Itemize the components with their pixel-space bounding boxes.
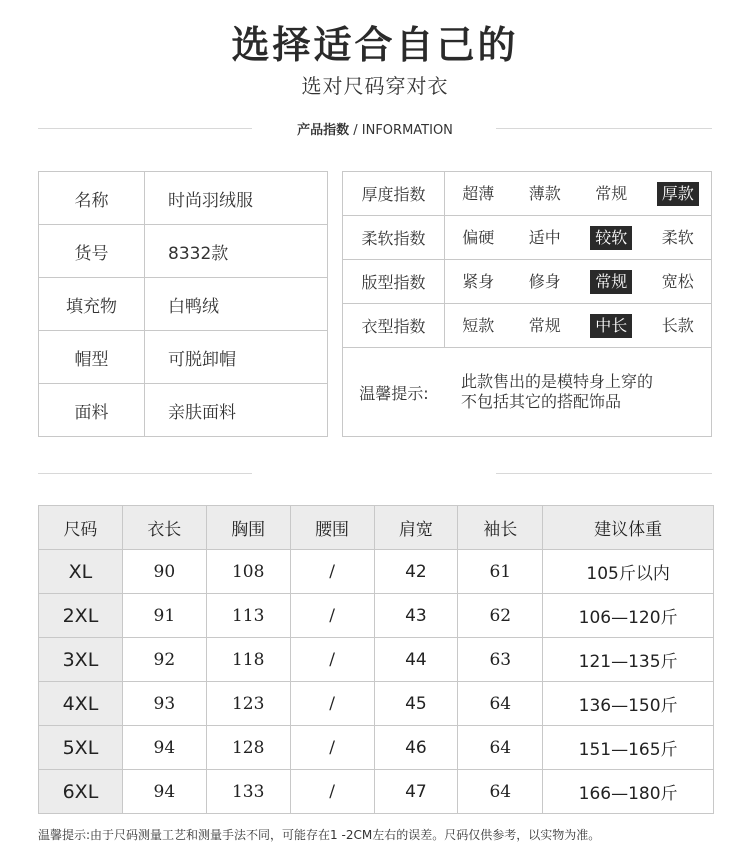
length-cell: 94 xyxy=(122,770,206,814)
weight-cell: 121—135斤 xyxy=(543,638,714,682)
info-row xyxy=(39,172,327,225)
sleeve-cell: 61 xyxy=(458,550,543,594)
info-value: 可脱卸帽 xyxy=(168,349,236,370)
chest-cell: 128 xyxy=(206,726,290,770)
weight-cell: 166—180斤 xyxy=(543,770,714,814)
weight-cell: 106—120斤 xyxy=(543,594,714,638)
chest-cell: 113 xyxy=(206,594,290,638)
chest-cell: 108 xyxy=(206,550,290,594)
index-key: 衣型指数 xyxy=(343,304,445,347)
product-index-table xyxy=(342,171,712,437)
page-title: 选择适合自己的 xyxy=(231,23,519,67)
shoulder-cell: 46 xyxy=(374,726,458,770)
waist-cell: / xyxy=(290,594,374,638)
index-option-selected: 较软 xyxy=(590,226,632,250)
index-key: 柔软指数 xyxy=(343,216,445,259)
column-header: 袖长 xyxy=(458,506,543,550)
info-row xyxy=(39,384,327,436)
index-options xyxy=(445,304,711,347)
section-label-cn: 产品指数 xyxy=(297,123,350,138)
index-option-selected: 厚款 xyxy=(657,182,699,206)
weight-cell: 151—165斤 xyxy=(543,726,714,770)
info-value: 8332款 xyxy=(168,243,229,264)
section-label-en: INFORMATION xyxy=(361,123,453,138)
size-cell: 5XL xyxy=(39,726,123,770)
waist-cell: / xyxy=(290,770,374,814)
size-table-header xyxy=(39,506,714,550)
column-header: 肩宽 xyxy=(374,506,458,550)
table-row xyxy=(39,638,714,682)
index-option: 紧身 xyxy=(462,271,495,291)
length-cell: 91 xyxy=(122,594,206,638)
index-options xyxy=(445,260,711,303)
column-header: 衣长 xyxy=(122,506,206,550)
waist-cell: / xyxy=(290,726,374,770)
shoulder-cell: 44 xyxy=(374,638,458,682)
section-label-sep: / xyxy=(349,123,362,138)
info-key: 帽型 xyxy=(39,331,145,383)
index-option-selected: 中长 xyxy=(590,314,632,338)
chest-cell: 123 xyxy=(206,682,290,726)
index-option: 修身 xyxy=(528,271,561,291)
weight-cell: 136—150斤 xyxy=(543,682,714,726)
index-option-selected: 常规 xyxy=(590,270,632,294)
info-row xyxy=(39,278,327,331)
index-row-fit xyxy=(343,260,711,304)
shoulder-cell: 43 xyxy=(374,594,458,638)
length-cell: 93 xyxy=(122,682,206,726)
size-cell: 4XL xyxy=(39,682,123,726)
table-row xyxy=(39,550,714,594)
shoulder-cell: 45 xyxy=(374,682,458,726)
index-options xyxy=(445,216,711,259)
tip-line: 此款售出的是模特身上穿的 xyxy=(461,372,654,391)
column-header: 尺码 xyxy=(39,506,123,550)
shoulder-cell: 42 xyxy=(374,550,458,594)
info-row xyxy=(39,331,327,384)
index-option: 薄款 xyxy=(528,183,561,203)
tip-row xyxy=(343,348,711,436)
length-cell: 92 xyxy=(122,638,206,682)
info-value: 时尚羽绒服 xyxy=(168,190,253,211)
product-info-table xyxy=(38,171,328,437)
index-option: 超薄 xyxy=(462,183,495,203)
index-option: 长款 xyxy=(661,315,694,335)
info-value: 亲肤面料 xyxy=(168,402,236,423)
info-key: 面料 xyxy=(39,384,145,436)
index-option: 宽松 xyxy=(661,271,694,291)
waist-cell: / xyxy=(290,682,374,726)
divider-right xyxy=(496,128,712,129)
index-key: 版型指数 xyxy=(343,260,445,303)
tip-line: 不包括其它的搭配饰品 xyxy=(461,392,622,411)
sleeve-cell: 64 xyxy=(458,726,543,770)
tip-label: 温馨提示: xyxy=(359,383,429,403)
column-header: 腰围 xyxy=(290,506,374,550)
sleeve-cell: 62 xyxy=(458,594,543,638)
table-row xyxy=(39,770,714,814)
index-option: 偏硬 xyxy=(462,227,495,247)
column-header: 建议体重 xyxy=(543,506,714,550)
shoulder-cell: 47 xyxy=(374,770,458,814)
table-row xyxy=(39,682,714,726)
table-row xyxy=(39,594,714,638)
info-key: 填充物 xyxy=(39,278,145,330)
length-cell: 90 xyxy=(122,550,206,594)
divider-left-2 xyxy=(38,473,252,474)
page-subtitle: 选对尺码穿对衣 xyxy=(301,74,449,98)
chest-cell: 133 xyxy=(206,770,290,814)
divider-right-2 xyxy=(496,473,712,474)
footer-note: 温馨提示:由于尺码测量工艺和测量手法不同，可能存在1 -2CM左右的误差。尺码仅供参考，以实物为准。 xyxy=(38,828,601,842)
info-key: 名称 xyxy=(39,172,145,224)
chest-cell: 118 xyxy=(206,638,290,682)
index-row-softness xyxy=(343,216,711,260)
index-key: 厚度指数 xyxy=(343,172,445,215)
index-option: 常规 xyxy=(528,315,561,335)
table-row xyxy=(39,726,714,770)
tip-text xyxy=(445,372,711,412)
waist-cell: / xyxy=(290,638,374,682)
size-cell: 2XL xyxy=(39,594,123,638)
info-row xyxy=(39,225,327,278)
size-cell: XL xyxy=(39,550,123,594)
size-cell: 6XL xyxy=(39,770,123,814)
info-key: 货号 xyxy=(39,225,145,277)
index-option: 常规 xyxy=(595,183,628,203)
index-row-length xyxy=(343,304,711,348)
index-options xyxy=(445,172,711,215)
sleeve-cell: 63 xyxy=(458,638,543,682)
sleeve-cell: 64 xyxy=(458,770,543,814)
size-table xyxy=(38,505,714,814)
length-cell: 94 xyxy=(122,726,206,770)
info-value: 白鸭绒 xyxy=(168,296,219,317)
index-row-thickness xyxy=(343,172,711,216)
index-option: 短款 xyxy=(462,315,495,335)
sleeve-cell: 64 xyxy=(458,682,543,726)
weight-cell: 105斤以内 xyxy=(543,550,714,594)
column-header: 胸围 xyxy=(206,506,290,550)
index-option: 柔软 xyxy=(661,227,694,247)
index-option: 适中 xyxy=(528,227,561,247)
size-cell: 3XL xyxy=(39,638,123,682)
waist-cell: / xyxy=(290,550,374,594)
